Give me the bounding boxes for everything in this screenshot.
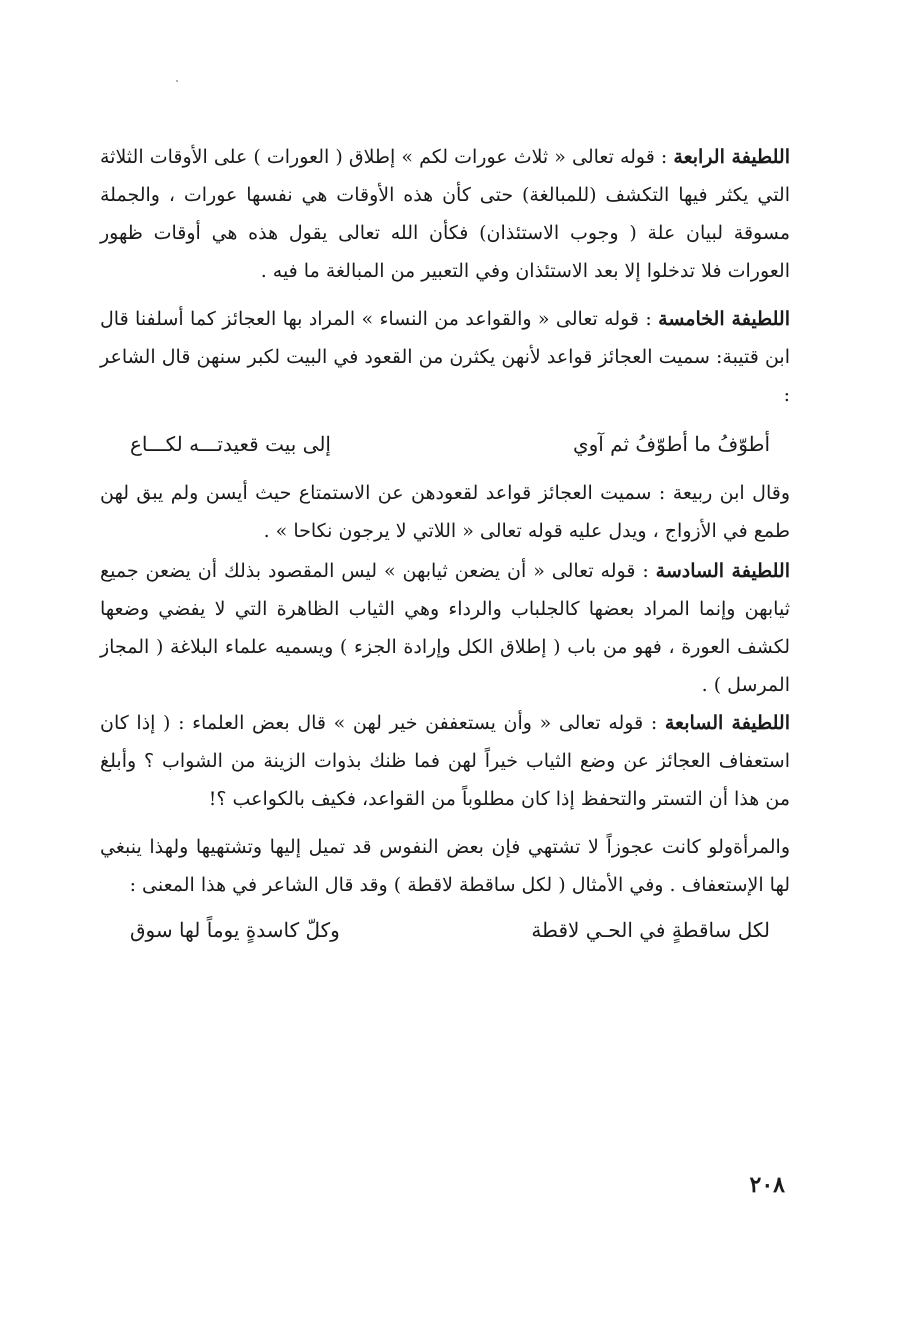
verse-second-hemistich: إلى بيت قعيدتـــه لكـــاع <box>130 432 331 456</box>
paragraph-elderly-woman <box>100 828 790 904</box>
paragraph-ibn-rabia <box>100 474 790 550</box>
verse-first-hemistich: أطوّفُ ما أطوّفُ ثم آوي <box>572 432 770 456</box>
paragraph-heading: اللطيفة الرابعة <box>673 146 790 168</box>
paragraph-text: والمرأةولو كانت عجوزاً لا تشتهي فإن بعض النفوس قد تميل إليها وتشتهيها ولهذا ينبغي لها الإستعفاف . وفي الأمثال ( لكل ساقطة لاقطة ) وقد قال الشاعر في هذا المعنى : <box>100 836 790 896</box>
paragraph-fifth-subtlety <box>100 300 790 414</box>
paragraph-heading: اللطيفة السابعة <box>664 712 790 734</box>
paragraph-heading: اللطيفة السادسة <box>655 560 791 582</box>
paragraph-text: : قوله تعالى « وأن يستعففن خير لهن » قال بعض العلماء : ( إذا كان استعفاف العجائز عن وضع الثياب خيراً لهن فما ظنك بذوات الزينة من الشواب ؟ وأبلغ من هذا أن التستر والتحفظ إذا كان مطلوباً من القواعد، فكيف بالكواعب ؟! <box>100 712 790 810</box>
paragraph-seventh-subtlety <box>100 704 790 818</box>
verse-first-hemistich: لكل ساقطةٍ في الحـي لاقطة <box>531 918 770 942</box>
paragraph-text: : قوله تعالى « أن يضعن ثيابهن » ليس المقصود بذلك أن يضعن جميع ثيابهن وإنما المراد بعضها كالجلباب والرداء وهي الثياب الظاهرة التي لا يفضي وضعها لكشف العورة ، فهو من باب ( إطلاق الكل وإرادة الجزء ) ويسميه علماء البلاغة ( المجاز المرسل ) . <box>100 560 790 696</box>
paragraph-sixth-subtlety <box>100 552 790 704</box>
paragraph-text: : قوله تعالى « ثلاث عورات لكم » إطلاق ( العورات ) على الأوقات الثلاثة التي يكثر فيها التكشف (للمبالغة) حتى كأن هذه الأوقات هي نفسها عورات ، والجملة مسوقة لبيان علة ( وجوب الاستئذان) فكأن الله تعالى يقول هذه هي أوقات ظهور العورات فلا تدخلوا إلا بعد الاستئذان وفي التعبير من المبالغة ما فيه . <box>100 146 790 282</box>
paragraph-text: وقال ابن ربيعة : سميت العجائز قواعد لقعودهن عن الاستمتاع حيث أيسن ولم يبق لهن طمع في الأزواج ، ويدل عليه قوله تعالى « اللاتي لا يرجون نكاحا » . <box>100 482 790 542</box>
page-body <box>100 138 790 950</box>
paragraph-heading: اللطيفة الخامسة <box>658 308 791 330</box>
verse-second-hemistich: وكلّ كاسدةٍ يوماً لها سوق <box>130 918 340 942</box>
poetry-verse <box>130 910 770 950</box>
scan-speck <box>176 80 178 82</box>
paragraph-text: : قوله تعالى « والقواعد من النساء » المراد بها العجائز كما أسلفنا قال ابن قتيبة: سميت العجائز قواعد لأنهن يكثرن من القعود في البيت لكبر سنهن قال الشاعر : <box>100 308 790 406</box>
paragraph-fourth-subtlety <box>100 138 790 290</box>
page-number: ٢٠٨ <box>749 1172 785 1198</box>
poetry-verse <box>130 424 770 464</box>
